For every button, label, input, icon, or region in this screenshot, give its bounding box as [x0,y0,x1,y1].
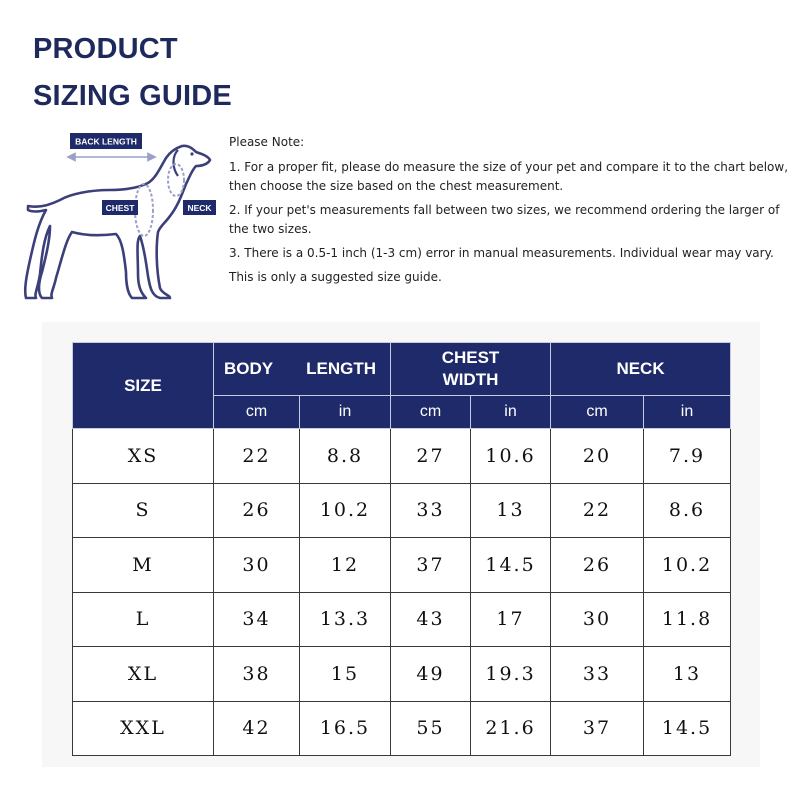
table-cell: 10.6 [471,429,551,484]
table-cell: 11.8 [644,592,731,647]
size-cell: XXL [73,701,214,756]
size-chart-table [72,342,731,756]
unit-cell: in [644,396,731,429]
dog-measurement-diagram [20,128,220,300]
table-row [73,592,731,647]
notes-footer: This is only a suggested size guide. [229,270,442,284]
table-row [73,538,731,593]
size-cell: XS [73,429,214,484]
table-cell: 33 [391,483,471,538]
table-cell: 14.5 [644,701,731,756]
header-chest-width [391,343,551,396]
page-title [33,26,232,120]
table-cell: 13 [471,483,551,538]
dog-ear-icon [174,150,179,176]
header-size: SIZE [73,343,214,429]
table-row [73,483,731,538]
table-cell: 21.6 [471,701,551,756]
table-cell: 26 [214,483,300,538]
note-item-2: 2. If your pet's measurements fall between two sizes, we recommend ordering the larger of the two sizes. [229,203,780,236]
unit-cell: cm [551,396,644,429]
notes-heading: Please Note: [229,135,305,149]
table-cell: 33 [551,647,644,702]
unit-cell: cm [214,396,300,429]
header-chest-line1: CHEST [441,348,500,367]
note-item-3: 3. There is a 0.5-1 inch (1-3 cm) error in manual measurements. Individual wear may vary. [229,246,774,260]
table-cell: 42 [214,701,300,756]
table-cell: 22 [551,483,644,538]
table-cell: 14.5 [471,538,551,593]
header-chest-line2: WIDTH [442,370,499,389]
neck-label [183,200,216,215]
table-row [73,647,731,702]
table-cell: 34 [214,592,300,647]
dog-eye-icon [190,152,193,155]
header-body-length [214,343,391,396]
size-cell: XL [73,647,214,702]
table-cell: 10.2 [300,483,391,538]
table-cell: 8.6 [644,483,731,538]
table-cell: 20 [551,429,644,484]
table-cell: 22 [214,429,300,484]
table-row [73,701,731,756]
table-cell: 7.9 [644,429,731,484]
table-cell: 43 [391,592,471,647]
table-cell: 10.2 [644,538,731,593]
table-cell: 17 [471,592,551,647]
header-length: LENGTH [306,359,377,378]
neck-text: NECK [187,203,212,213]
table-cell: 12 [300,538,391,593]
table-cell: 49 [391,647,471,702]
size-cell: S [73,483,214,538]
table-cell: 38 [214,647,300,702]
table-cell: 15 [300,647,391,702]
unit-cell: in [300,396,391,429]
chest-text: CHEST [105,203,135,213]
table-row [73,429,731,484]
back-length-label [70,133,142,149]
chest-label [102,200,138,215]
neck-measure-icon [168,164,184,196]
header-body: BODY [224,359,274,378]
title-line-2: SIZING GUIDE [33,80,232,112]
unit-cell: in [471,396,551,429]
size-cell: M [73,538,214,593]
table-cell: 55 [391,701,471,756]
back-length-arrow-icon [68,154,155,161]
table-cell: 37 [391,538,471,593]
table-cell: 30 [551,592,644,647]
size-cell: L [73,592,214,647]
back-length-text: BACK LENGTH [75,136,137,147]
table-cell: 27 [391,429,471,484]
table-cell: 13.3 [300,592,391,647]
table-cell: 26 [551,538,644,593]
table-cell: 13 [644,647,731,702]
table-cell: 37 [551,701,644,756]
table-cell: 30 [214,538,300,593]
title-line-1: PRODUCT [33,33,178,65]
table-cell: 8.8 [300,429,391,484]
table-cell: 19.3 [471,647,551,702]
note-item-1: 1. For a proper fit, please do measure the size of your pet and compare it to the chart below, then choose the size based on the chest measurement. [229,160,789,193]
unit-cell: cm [391,396,471,429]
notes-section [229,133,795,292]
table-cell: 16.5 [300,701,391,756]
header-neck: NECK [551,343,731,396]
